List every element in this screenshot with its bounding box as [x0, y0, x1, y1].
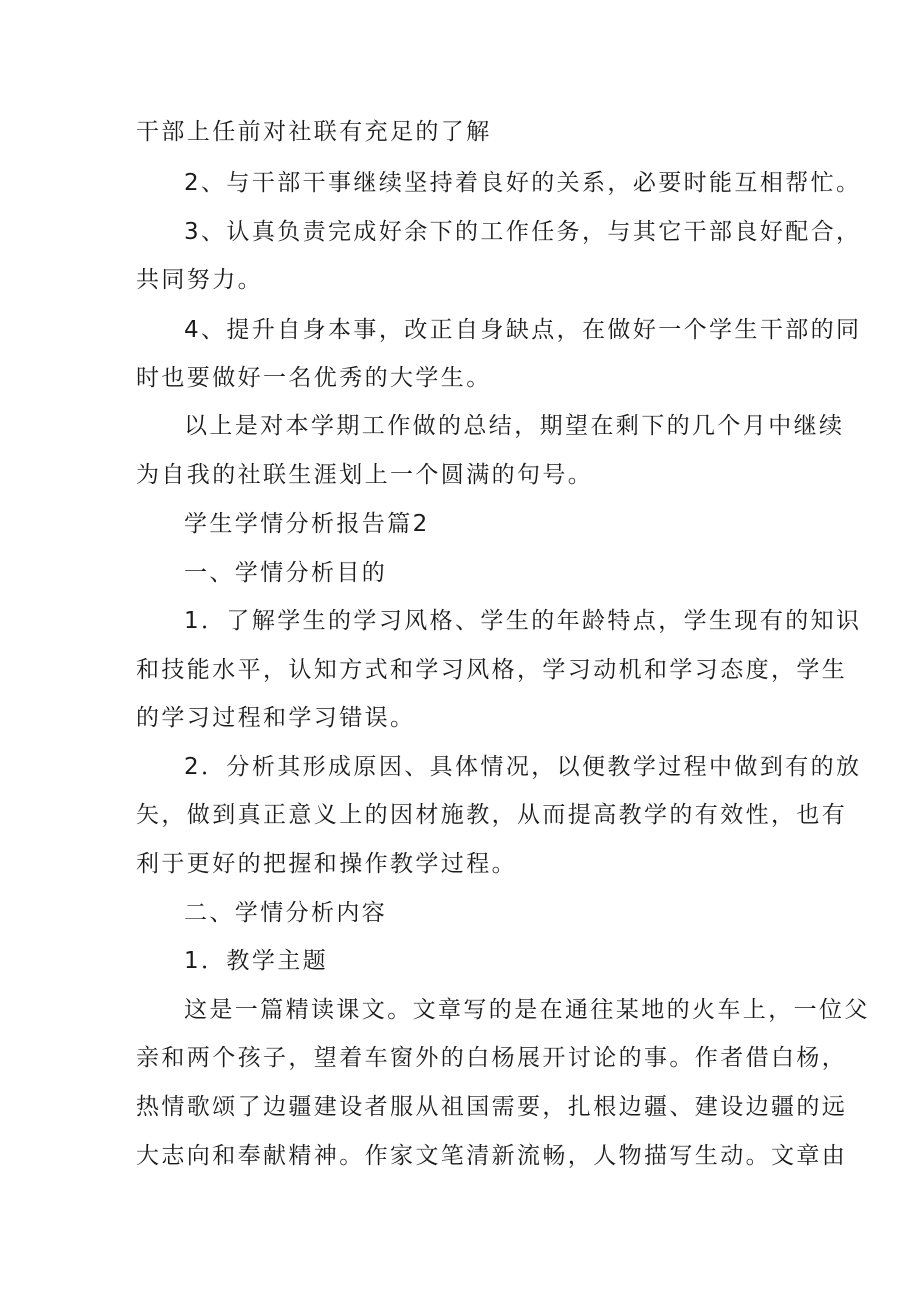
text-line: 4、提升自身本事，改正自身缺点，在做好一个学生干部的同: [184, 317, 862, 343]
text-line: 和技能水平，认知方式和学习风格，学习动机和学习态度，学生: [136, 657, 848, 683]
text-line: 3、认真负责完成好余下的工作任务，与其它干部良好配合，: [184, 219, 862, 245]
text-line: 亲和两个孩子，望着车窗外的白杨展开讨论的事。作者借白杨，: [136, 1045, 848, 1071]
text-line: 矢，做到真正意义上的因材施教，从而提高教学的有效性，也有: [136, 802, 848, 828]
section-heading: 二、学情分析内容: [184, 900, 388, 926]
text-line: 的学习过程和学习错误。: [136, 705, 416, 731]
section-heading: 学生学情分析报告篇2: [184, 511, 430, 537]
text-line: 为自我的社联生涯划上一个圆满的句号。: [136, 462, 594, 488]
text-line: 1．了解学生的学习风格、学生的年龄特点，学生现有的知识: [184, 608, 862, 634]
section-heading: 一、学情分析目的: [184, 560, 388, 586]
text-line: 2、与干部干事继续坚持着良好的关系，必要时能互相帮忙。: [184, 170, 862, 196]
text-line: 大志向和奉献精神。作家文笔清新流畅，人物描写生动。文章由: [136, 1143, 848, 1169]
text-line: 时也要做好一名优秀的大学生。: [136, 365, 492, 391]
subsection-heading: 1．教学主题: [184, 948, 329, 974]
text-line: 2．分析其形成原因、具体情况，以便教学过程中做到有的放: [184, 754, 862, 780]
text-line: 干部上任前对社联有充足的了解: [136, 119, 492, 145]
text-line: 以上是对本学期工作做的总结，期望在剩下的几个月中继续: [184, 413, 845, 439]
text-line: 这是一篇精读课文。文章写的是在通往某地的火车上，一位父: [184, 997, 870, 1023]
text-line: 热情歌颂了边疆建设者服从祖国需要，扎根边疆、建设边疆的远: [136, 1094, 848, 1120]
text-line: 利于更好的把握和操作教学过程。: [136, 851, 517, 877]
text-line: 共同努力。: [136, 267, 263, 293]
